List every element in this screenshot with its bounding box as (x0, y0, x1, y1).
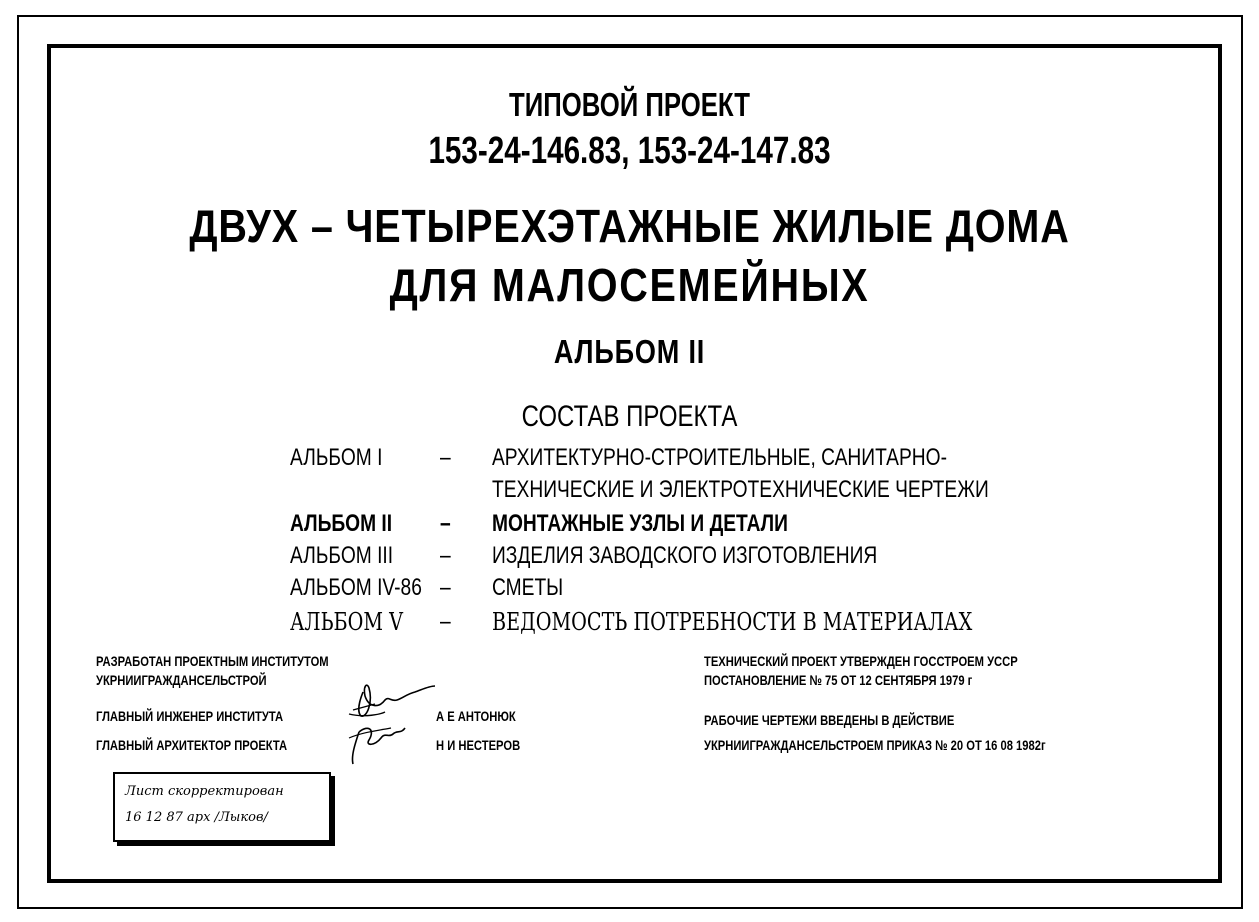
album-label: АЛЬБОМ V (290, 608, 403, 636)
enactment-line1: РАБОЧИЕ ЧЕРТЕЖИ ВВЕДЕНЫ В ДЕЙСТВИЕ (704, 712, 955, 728)
title-project-numbers: 153-24-146.83, 153-24-147.83 (428, 130, 831, 172)
approval-line2: ПОСТАНОВЛЕНИЕ № 75 ОТ 12 СЕНТЯБРЯ 1979 г (704, 672, 973, 688)
chief-engineer-role: ГЛАВНЫЙ ИНЖЕНЕР ИНСТИТУТА (96, 708, 284, 724)
album-dash: – (440, 444, 451, 471)
album-label: АЛЬБОМ II (290, 510, 393, 537)
title-main: ДВУХ – ЧЕТЫРЕХЭТАЖНЫЕ ЖИЛЫЕ ДОМА (189, 200, 1070, 252)
developer-line2: УКРНИИГРАЖДАНСЕЛЬСТРОЙ (96, 672, 267, 688)
album-title: АЛЬБОМ II (553, 333, 706, 370)
album-dash: – (440, 542, 451, 569)
album-description: ИЗДЕЛИЯ ЗАВОДСКОГО ИЗГОТОВЛЕНИЯ (492, 542, 878, 569)
album-description: МОНТАЖНЫЕ УЗЛЫ И ДЕТАЛИ (492, 510, 788, 537)
chief-architect-role: ГЛАВНЫЙ АРХИТЕКТОР ПРОЕКТА (96, 737, 288, 753)
stamp-line1: Лист скорректирован (125, 784, 284, 799)
correction-stamp (113, 772, 331, 842)
album-dash: – (440, 510, 451, 537)
album-dash: – (440, 574, 451, 601)
composition-heading: СОСТАВ ПРОЕКТА (521, 400, 738, 433)
album-description: АРХИТЕКТУРНО-СТРОИТЕЛЬНЫЕ, САНИТАРНО- (492, 444, 947, 471)
stamp-line2: 16 12 87 арх /Лыков/ (125, 810, 268, 825)
approval-line1: ТЕХНИЧЕСКИЙ ПРОЕКТ УТВЕРЖДЕН ГОССТРОЕМ УССР (704, 653, 1018, 669)
album-description: СМЕТЫ (492, 574, 564, 601)
album-dash: – (440, 608, 451, 635)
chief-architect-name: Н И НЕСТЕРОВ (436, 737, 521, 753)
album-label: АЛЬБОМ I (290, 444, 383, 471)
album-label: АЛЬБОМ IV-86 (290, 574, 422, 601)
enactment-line2: УКРНИИГРАЖДАНСЕЛЬСТРОЕМ ПРИКАЗ № 20 ОТ 16 08 1982г (704, 737, 1046, 753)
album-label: АЛЬБОМ III (290, 542, 394, 569)
title-main-line2: ДЛЯ МАЛОСЕМЕЙНЫХ (389, 259, 870, 311)
album-description-cont: ТЕХНИЧЕСКИЕ И ЭЛЕКТРОТЕХНИЧЕСКИЕ ЧЕРТЕЖИ (492, 476, 989, 503)
developer-line1: РАЗРАБОТАН ПРОЕКТНЫМ ИНСТИТУТОМ (96, 653, 329, 669)
chief-engineer-name: А Е АНТОНЮК (436, 708, 516, 724)
album-description: ВЕДОМОСТЬ ПОТРЕБНОСТИ В МАТЕРИАЛАХ (492, 608, 973, 636)
title-type: ТИПОВОЙ ПРОЕКТ (509, 86, 750, 123)
signatures (345, 672, 440, 772)
